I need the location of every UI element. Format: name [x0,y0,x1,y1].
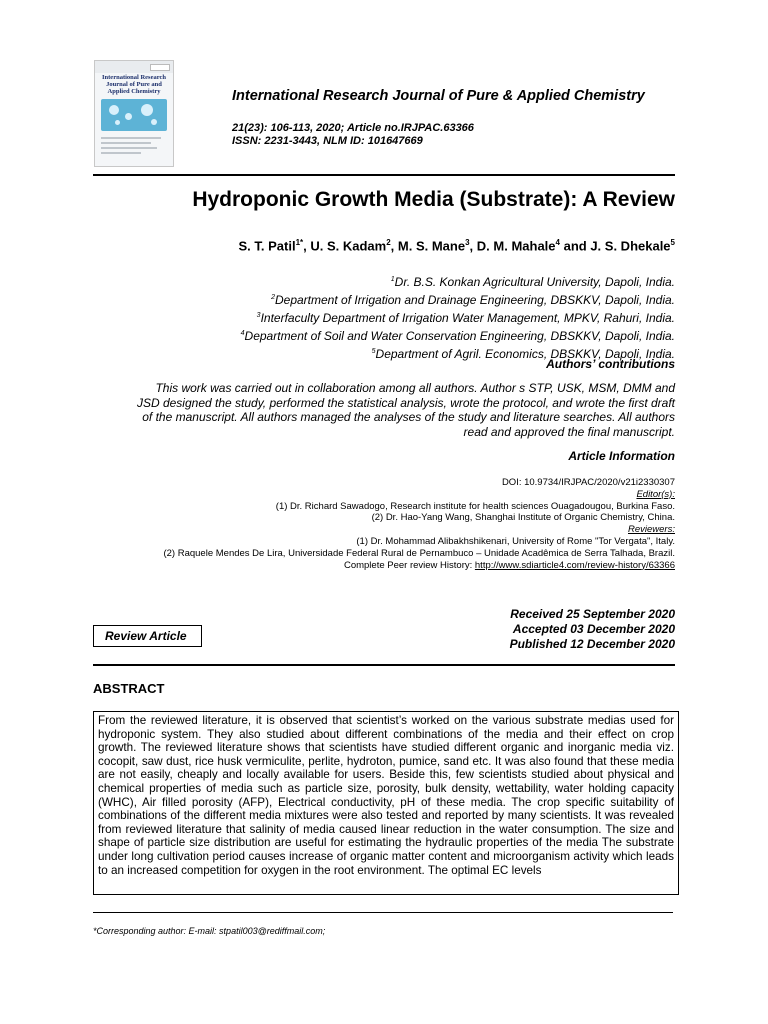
header-divider [93,174,675,176]
journal-cover-image [94,60,174,167]
article-type-badge: Review Article [93,625,202,647]
article-info-heading: Article Information [568,449,675,463]
abstract-heading: ABSTRACT [93,681,165,696]
abstract-box [93,711,679,895]
dates-divider [93,664,675,666]
affil-text: Department of Soil and Water Conservation Engineering, DBSKKV, Dapoli, India. [244,329,675,343]
affiliation-list [241,272,675,362]
cover-title [99,74,169,95]
publication-dates [510,607,675,652]
affil-text: Department of Irrigation and Drainage Engineering, DBSKKV, Dapoli, India. [274,293,675,307]
affiliation-item [241,290,675,308]
reviewer-entry: (1) Dr. Mohammad Alibakhshikenari, University of Rome "Tor Vergata", Italy. [356,535,675,547]
reviewer-entry: (2) Raquele Mendes De Lira, Universidade Federal Rural de Pernambuco – Unidade Acadêmica de Serra Talhada, Brazil. [163,547,675,559]
reviewers-label: Reviewers: [628,524,675,536]
journal-name: International Research Journal of Pure & Applied Chemistry [232,88,645,104]
journal-issn-line: ISSN: 2231-3443, NLM ID: 101647669 [232,135,423,147]
cover-title-line: Journal of Pure and [106,81,162,88]
affil-text: Dr. B.S. Konkan Agricultural University, Dapoli, India. [394,275,675,289]
contributions-line: JSD designed the study, performed the statistical analysis, wrote the protocol, and wrote the first draft [136,395,675,410]
doi-text: DOI: 10.9734/IRJPAC/2020/v21i2330307 [501,477,675,488]
editor-entry: (1) Dr. Richard Sawadogo, Research institute for health sciences Ouagadougou, Burkina Faso. [275,500,675,512]
affiliation-item [241,308,675,326]
author-separator: , [303,238,311,254]
author-separator: and [559,238,591,254]
cover-header-band [95,61,173,73]
accepted-date: Accepted 03 December 2020 [512,622,675,636]
cover-molecule-graphic [101,99,167,131]
editors-label: Editor(s): [636,488,675,500]
affil-mark: 5 [371,348,376,355]
author-name: J. S. Dhekale [590,238,671,254]
affiliation-item [241,326,675,344]
peer-review-history [163,560,675,572]
cover-title-line: Applied Chemistry [107,88,161,95]
abstract-text: From the reviewed literature, it is observed that scientist’s worked on the various substrate medias used for hydroponic system. They also studied about different combinations of the media and their effect on crop growth. The reviewed literature shows that scientists have studied different organic and inorganic media viz. cocopit, saw dust, rice husk vermiculite, perlite, hydroton, pumice, sand etc. It was also found that these media are not easily, cheaply and locally available for users. Beside this, few scientists studied about physical and chemical properties of media such as particle size, porosity, bulk density, wettability, water holding capacity (WHC), Air filled porosity (AFP), Electrical conductivity, pH of these media. The crop specific suitability of combinations of the different media mixtures were also tested and reported by many scientists. It was revealed from reviewed literature that salinity of media caused linear reduction in the water consumption. The size and shape of particle size distribution are useful for estimating the hydraulic properties of the media The substrate under long cultivation period causes increase of organic matter content and microorganism activity which leads to an increased competition for oxygen in the root environment. The optimal EC levels [98,714,674,877]
editor-entry: (2) Dr. Hao-Yang Wang, Shanghai Institute of Organic Chemistry, China. [371,512,675,524]
author-name: U. S. Kadam [310,238,387,254]
contributions-line: of the manuscript. All authors managed the analyses of the study and literature searches. All authors [142,410,675,424]
paper-title: Hydroponic Growth Media (Substrate): A Review [192,188,675,211]
author-affil-mark: 5 [670,238,675,247]
history-label: Complete Peer review History: [343,559,475,571]
author-affil-mark: 3 [465,238,470,247]
published-date: Published 12 December 2020 [509,637,675,651]
affil-mark: 3 [256,312,261,319]
cover-title-line: International Research [102,74,166,81]
affil-text: Interfaculty Department of Irrigation Water Management, MPKV, Rahuri, India. [260,311,675,325]
author-affil-mark: 2 [386,238,391,247]
author-name: M. S. Mane [397,238,466,254]
affil-mark: 1 [390,276,395,283]
affiliation-item [241,272,675,290]
contributions-line: read and approved the final manuscript. [463,424,675,439]
received-date: Received 25 September 2020 [510,607,675,621]
affil-mark: 2 [271,294,275,301]
article-info-block [163,477,675,571]
author-separator: , [469,238,477,254]
affil-text: Department of Agril. Economics, DBSKKV, Dapoli, India. [375,347,675,361]
review-history-link[interactable]: http://www.sdiarticle4.com/review-history/63366 [474,559,675,571]
contributions-text [93,381,675,439]
author-name: S. T. Patil [238,238,296,254]
author-affil-mark: 1* [295,238,304,247]
author-separator: , [390,238,398,254]
author-affil-mark: 4 [555,238,560,247]
corresponding-author-footnote: *Corresponding author: E-mail: stpatil003@rediffmail.com; [93,926,326,936]
footnote-divider [93,912,673,913]
author-list [238,238,675,253]
affil-mark: 4 [240,330,245,337]
contributions-line: This work was carried out in collaboration among all authors. Author s STP, USK, MSM, DMM and [155,381,675,395]
journal-volume-line: 21(23): 106-113, 2020; Article no.IRJPAC.63366 [232,122,474,134]
contributions-heading: Authors’ contributions [546,357,675,371]
author-name: D. M. Mahale [476,238,556,254]
